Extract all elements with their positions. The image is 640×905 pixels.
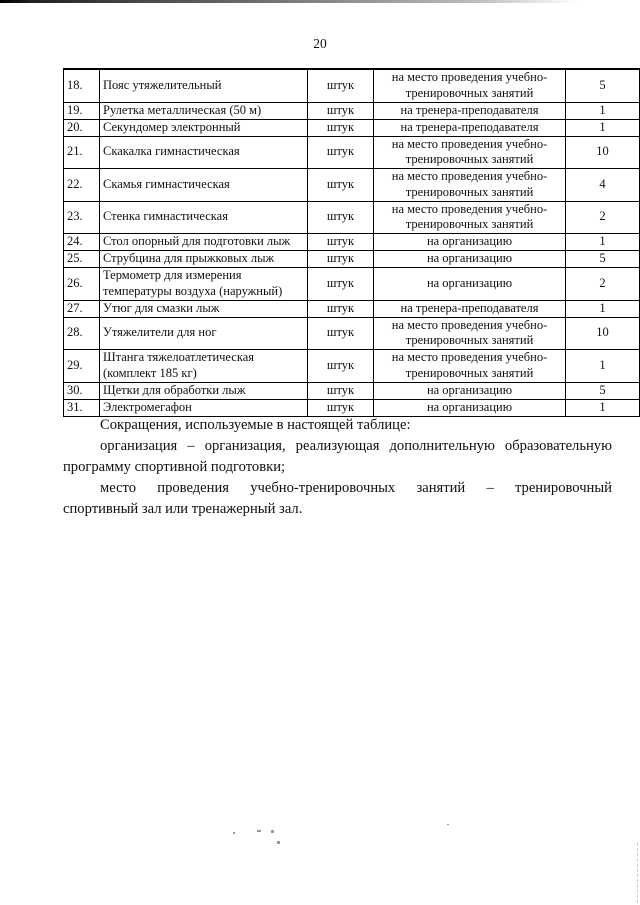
row-number-cell: 21. bbox=[64, 136, 100, 169]
item-name-cell: Штанга тяжелоатлетическая (комплект 185 кг) bbox=[100, 350, 308, 383]
table-row bbox=[64, 169, 640, 202]
item-name-cell: Пояс утяжелительный bbox=[100, 69, 308, 102]
table-row bbox=[64, 399, 640, 416]
quantity-cell: 10 bbox=[566, 136, 640, 169]
row-number-cell: 20. bbox=[64, 119, 100, 136]
quantity-cell: 10 bbox=[566, 317, 640, 350]
location-cell: на тренера-преподавателя bbox=[374, 300, 566, 317]
unit-cell: штук bbox=[308, 169, 374, 202]
location-cell: на место проведения учебно-тренировочных занятий bbox=[374, 350, 566, 383]
location-cell: на место проведения учебно-тренировочных занятий bbox=[374, 136, 566, 169]
quantity-cell: 2 bbox=[566, 268, 640, 301]
scan-speck bbox=[257, 830, 261, 832]
unit-cell: штук bbox=[308, 268, 374, 301]
location-cell: на место проведения учебно-тренировочных занятий bbox=[374, 169, 566, 202]
unit-cell: штук bbox=[308, 119, 374, 136]
table-row bbox=[64, 251, 640, 268]
item-name-cell: Щетки для обработки лыж bbox=[100, 382, 308, 399]
table-row bbox=[64, 234, 640, 251]
unit-cell: штук bbox=[308, 317, 374, 350]
item-name-cell: Струбцина для прыжковых лыж bbox=[100, 251, 308, 268]
unit-cell: штук bbox=[308, 69, 374, 102]
unit-cell: штук bbox=[308, 201, 374, 234]
table-row bbox=[64, 317, 640, 350]
quantity-cell: 1 bbox=[566, 399, 640, 416]
unit-cell: штук bbox=[308, 399, 374, 416]
row-number-cell: 30. bbox=[64, 382, 100, 399]
quantity-cell: 1 bbox=[566, 102, 640, 119]
note-line: спортивный зал или тренажерный зал. bbox=[63, 501, 303, 517]
table-row bbox=[64, 350, 640, 383]
quantity-cell: 1 bbox=[566, 119, 640, 136]
note-line: организация – организация, реализующая дополнительную образовательную bbox=[100, 438, 612, 454]
location-cell: на место проведения учебно-тренировочных занятий bbox=[374, 69, 566, 102]
quantity-cell: 4 bbox=[566, 169, 640, 202]
row-number-cell: 24. bbox=[64, 234, 100, 251]
row-number-cell: 26. bbox=[64, 268, 100, 301]
table-row bbox=[64, 268, 640, 301]
row-number-cell: 19. bbox=[64, 102, 100, 119]
item-name-cell: Стенка гимнастическая bbox=[100, 201, 308, 234]
unit-cell: штук bbox=[308, 234, 374, 251]
equipment-table-body bbox=[64, 69, 640, 416]
item-name-cell: Скамья гимнастическая bbox=[100, 169, 308, 202]
quantity-cell: 5 bbox=[566, 69, 640, 102]
quantity-cell: 5 bbox=[566, 382, 640, 399]
note-line: Сокращения, используемые в настоящей таблице: bbox=[100, 417, 411, 433]
location-cell: на организацию bbox=[374, 234, 566, 251]
quantity-cell: 1 bbox=[566, 234, 640, 251]
scan-speck bbox=[447, 824, 449, 825]
item-name-cell: Рулетка металлическая (50 м) bbox=[100, 102, 308, 119]
page-number: 20 bbox=[313, 36, 327, 51]
scan-artifact-top-line bbox=[0, 0, 580, 3]
unit-cell: штук bbox=[308, 136, 374, 169]
scan-speck bbox=[277, 841, 280, 844]
item-name-cell: Термометр для измерения температуры воздуха (наружный) bbox=[100, 268, 308, 301]
location-cell: на место проведения учебно-тренировочных занятий bbox=[374, 201, 566, 234]
quantity-cell: 1 bbox=[566, 300, 640, 317]
table-row bbox=[64, 136, 640, 169]
item-name-cell: Электромегафон bbox=[100, 399, 308, 416]
location-cell: на организацию bbox=[374, 251, 566, 268]
location-cell: на тренера-преподавателя bbox=[374, 119, 566, 136]
row-number-cell: 23. bbox=[64, 201, 100, 234]
item-name-cell: Утюг для смазки лыж bbox=[100, 300, 308, 317]
location-cell: на организацию bbox=[374, 399, 566, 416]
row-number-cell: 29. bbox=[64, 350, 100, 383]
item-name-cell: Утяжелители для ног bbox=[100, 317, 308, 350]
location-cell: на организацию bbox=[374, 268, 566, 301]
item-name-cell: Секундомер электронный bbox=[100, 119, 308, 136]
item-name-cell: Скакалка гимнастическая bbox=[100, 136, 308, 169]
unit-cell: штук bbox=[308, 382, 374, 399]
unit-cell: штук bbox=[308, 300, 374, 317]
row-number-cell: 27. bbox=[64, 300, 100, 317]
row-number-cell: 28. bbox=[64, 317, 100, 350]
row-number-cell: 31. bbox=[64, 399, 100, 416]
scan-speck bbox=[233, 832, 235, 834]
table-abbreviations-notes bbox=[63, 415, 612, 520]
note-line: программу спортивной подготовки; bbox=[63, 459, 286, 475]
location-cell: на организацию bbox=[374, 382, 566, 399]
scan-artifact-right-edge bbox=[637, 843, 638, 903]
unit-cell: штук bbox=[308, 102, 374, 119]
row-number-cell: 18. bbox=[64, 69, 100, 102]
row-number-cell: 22. bbox=[64, 169, 100, 202]
row-number-cell: 25. bbox=[64, 251, 100, 268]
item-name-cell: Стол опорный для подготовки лыж bbox=[100, 234, 308, 251]
equipment-table bbox=[63, 68, 640, 417]
table-row bbox=[64, 69, 640, 102]
unit-cell: штук bbox=[308, 251, 374, 268]
quantity-cell: 5 bbox=[566, 251, 640, 268]
scan-speck bbox=[271, 830, 274, 833]
unit-cell: штук bbox=[308, 350, 374, 383]
location-cell: на место проведения учебно-тренировочных занятий bbox=[374, 317, 566, 350]
table-row bbox=[64, 201, 640, 234]
table-row bbox=[64, 102, 640, 119]
table-row bbox=[64, 300, 640, 317]
quantity-cell: 2 bbox=[566, 201, 640, 234]
quantity-cell: 1 bbox=[566, 350, 640, 383]
note-line: место проведения учебно-тренировочных занятий – тренировочный bbox=[100, 480, 612, 496]
table-row bbox=[64, 382, 640, 399]
table-row bbox=[64, 119, 640, 136]
location-cell: на тренера-преподавателя bbox=[374, 102, 566, 119]
